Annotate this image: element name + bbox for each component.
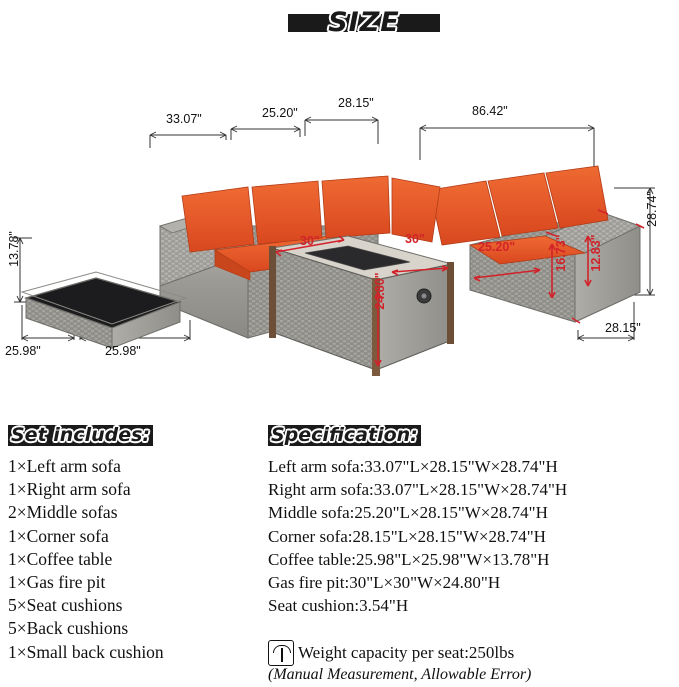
set-includes-title bbox=[8, 425, 153, 446]
list-item: 5×Back cushions bbox=[8, 618, 129, 639]
dim-table-width: 25.98" bbox=[5, 344, 41, 358]
dim-middle-length: 25.20" bbox=[262, 106, 298, 120]
dim-left-arm-length: 33.07" bbox=[166, 112, 202, 126]
list-item: Left arm sofa:33.07"L×28.15"W×28.74"H bbox=[268, 457, 558, 476]
weight-capacity-label: Weight capacity per seat:250lbs bbox=[298, 643, 515, 662]
list-item: 1×Corner sofa bbox=[8, 525, 109, 546]
dim-firepit-depth: 30" bbox=[405, 232, 425, 246]
list-item: 1×Gas fire pit bbox=[8, 572, 106, 593]
specification-title-text: Specification: bbox=[271, 424, 418, 446]
set-includes-list bbox=[8, 455, 258, 664]
specification-list bbox=[268, 455, 678, 617]
dim-table-depth: 25.98" bbox=[105, 344, 141, 358]
list-item: 1×Left arm sofa bbox=[8, 456, 121, 476]
furniture-illustration bbox=[0, 40, 679, 415]
list-item: Corner sofa:28.15"L×28.15"W×28.74"H bbox=[268, 526, 546, 546]
page-title-label bbox=[288, 8, 440, 38]
dim-seat-depth: 16.73" bbox=[554, 234, 568, 272]
measurement-note: (Manual Measurement, Allowable Error) bbox=[268, 666, 532, 683]
dim-seat-width: 25.20" bbox=[478, 240, 516, 254]
dim-total-length: 86.42" bbox=[472, 104, 508, 118]
list-item: 1×Right arm sofa bbox=[8, 479, 131, 500]
list-item: Coffee table:25.98"L×25.98"W×13.78"H bbox=[268, 549, 550, 569]
weight-capacity-row bbox=[268, 640, 514, 666]
specification-title bbox=[268, 425, 421, 446]
list-item: 1×Small back cushion bbox=[8, 641, 164, 662]
scale-icon bbox=[268, 640, 294, 666]
dim-corner-length: 28.15" bbox=[338, 96, 374, 110]
list-item: Right arm sofa:33.07"L×28.15"W×28.74"H bbox=[268, 480, 568, 500]
dim-sofa-height: 28.74" bbox=[645, 191, 659, 227]
dim-sofa-depth: 28.15" bbox=[605, 321, 641, 335]
dim-table-height: 13.78" bbox=[7, 231, 21, 267]
right-arm-sofa bbox=[430, 166, 640, 322]
set-includes-title-text: Set includes: bbox=[11, 424, 151, 446]
list-item: Middle sofa:25.20"L×28.15"W×28.74"H bbox=[268, 503, 548, 523]
dim-firepit-width: 30" bbox=[300, 234, 320, 248]
list-item: 1×Coffee table bbox=[8, 548, 113, 569]
dim-firepit-height: 24.80" bbox=[373, 272, 387, 310]
dim-arm-height: 12.83" bbox=[589, 234, 603, 272]
list-item: 2×Middle sofas bbox=[8, 502, 118, 523]
list-item: Seat cushion:3.54"H bbox=[268, 596, 409, 616]
gas-fire-pit bbox=[269, 236, 454, 376]
page-title-text: SIZE bbox=[328, 7, 400, 38]
list-item: 5×Seat cushions bbox=[8, 595, 123, 616]
list-item: Gas fire pit:30"L×30"W×24.80"H bbox=[268, 573, 501, 593]
page-title bbox=[288, 8, 440, 38]
